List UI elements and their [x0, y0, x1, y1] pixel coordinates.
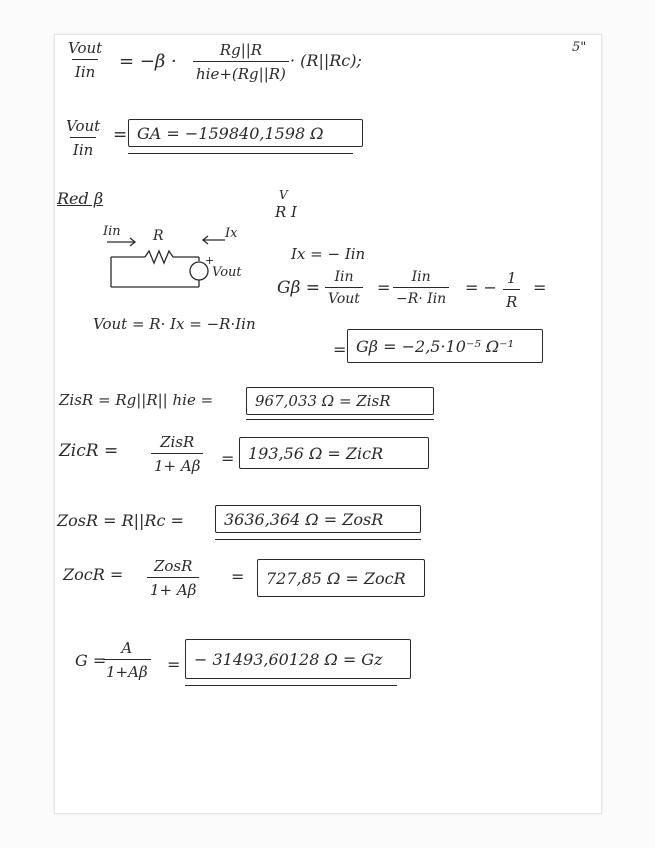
denominator: 1+ Aβ [151, 453, 203, 475]
zisr-lhs: ZisR = Rg||R|| hie = [59, 391, 214, 409]
fraction-zisr-over-one-plus-abeta [151, 433, 203, 475]
boxed-gbeta-result: Gβ = −2,5·10⁻⁵ Ω⁻¹ [347, 329, 543, 363]
denominator: 1+Aβ [103, 659, 151, 681]
denominator: Iin [70, 137, 96, 159]
equals-sign: = [113, 125, 128, 145]
label-iin: Iin [103, 224, 121, 239]
equals-sign: = [167, 655, 181, 674]
underline [246, 419, 434, 420]
boxed-zocr-result: 727,85 Ω = ZocR [257, 559, 425, 597]
boxed-zisr-result: 967,033 Ω = ZisR [246, 387, 434, 415]
boxed-gain-result: − 31493,60128 Ω = Gz [185, 639, 411, 679]
handwritten-page [54, 34, 602, 814]
zosr-lhs: ZosR = R||Rc = [57, 511, 184, 530]
denominator: R [503, 289, 520, 311]
denominator: hie+(Rg||R) [193, 61, 289, 83]
equals-sign: = [333, 340, 347, 359]
denominator: Vout [325, 287, 363, 307]
numerator: Iin [334, 269, 354, 285]
vout-equation: Vout = R· Ix = −R·Iin [93, 315, 256, 333]
fraction-iin-over-minus-r-iin [393, 269, 449, 307]
fraction-iin-over-vout [325, 269, 363, 307]
section-title: Red β [57, 189, 104, 208]
numerator: Vout [66, 117, 101, 135]
denominator: 1+ Aβ [147, 577, 199, 599]
numerator: ZosR [153, 557, 193, 575]
equals-sign: = [533, 278, 547, 297]
fraction-a-over-one-plus-abeta [103, 639, 151, 681]
equals-sign: = [377, 278, 391, 297]
ix-equation: Ix = − Iin [291, 245, 366, 263]
numerator: ZisR [160, 433, 195, 451]
gbeta-lhs: Gβ = [277, 278, 321, 298]
denominator: −R· Iin [393, 287, 449, 307]
boxed-zicr-result: 193,56 Ω = ZicR [239, 437, 429, 469]
equals-sign: = [221, 449, 235, 468]
numerator: Iin [411, 269, 431, 285]
gain-lhs: G = [75, 651, 107, 670]
equals-sign: = [231, 567, 245, 586]
side-v: V [279, 188, 288, 202]
fraction-one-over-r [503, 269, 520, 311]
boxed-zosr-result: 3636,364 Ω = ZosR [215, 505, 421, 533]
r-par-rc-term: · (R||Rc); [290, 51, 362, 70]
page-mark: 5" [572, 40, 587, 55]
side-ri: R I [275, 203, 297, 221]
zocr-lhs: ZocR = [63, 565, 124, 584]
denominator: Iin [72, 59, 98, 81]
zicr-lhs: ZicR = [59, 441, 119, 461]
fraction-zosr-over-one-plus-abeta [147, 557, 199, 599]
label-ix: Ix [225, 226, 238, 241]
minus-beta: = −β · [119, 51, 177, 72]
boxed-ga-result: GA = −159840,1598 Ω [128, 119, 363, 147]
underline [215, 539, 421, 540]
underline [185, 685, 397, 686]
numerator: Vout [68, 39, 103, 57]
label-vout: Vout [212, 265, 242, 280]
label-plus: + [205, 254, 215, 267]
label-r: R [153, 228, 164, 244]
numerator: Rg||R [219, 41, 263, 59]
numerator: A [121, 639, 133, 657]
numerator: 1 [506, 269, 517, 287]
feedback-circuit-diagram [55, 35, 601, 813]
equals-minus: = − [465, 278, 497, 297]
